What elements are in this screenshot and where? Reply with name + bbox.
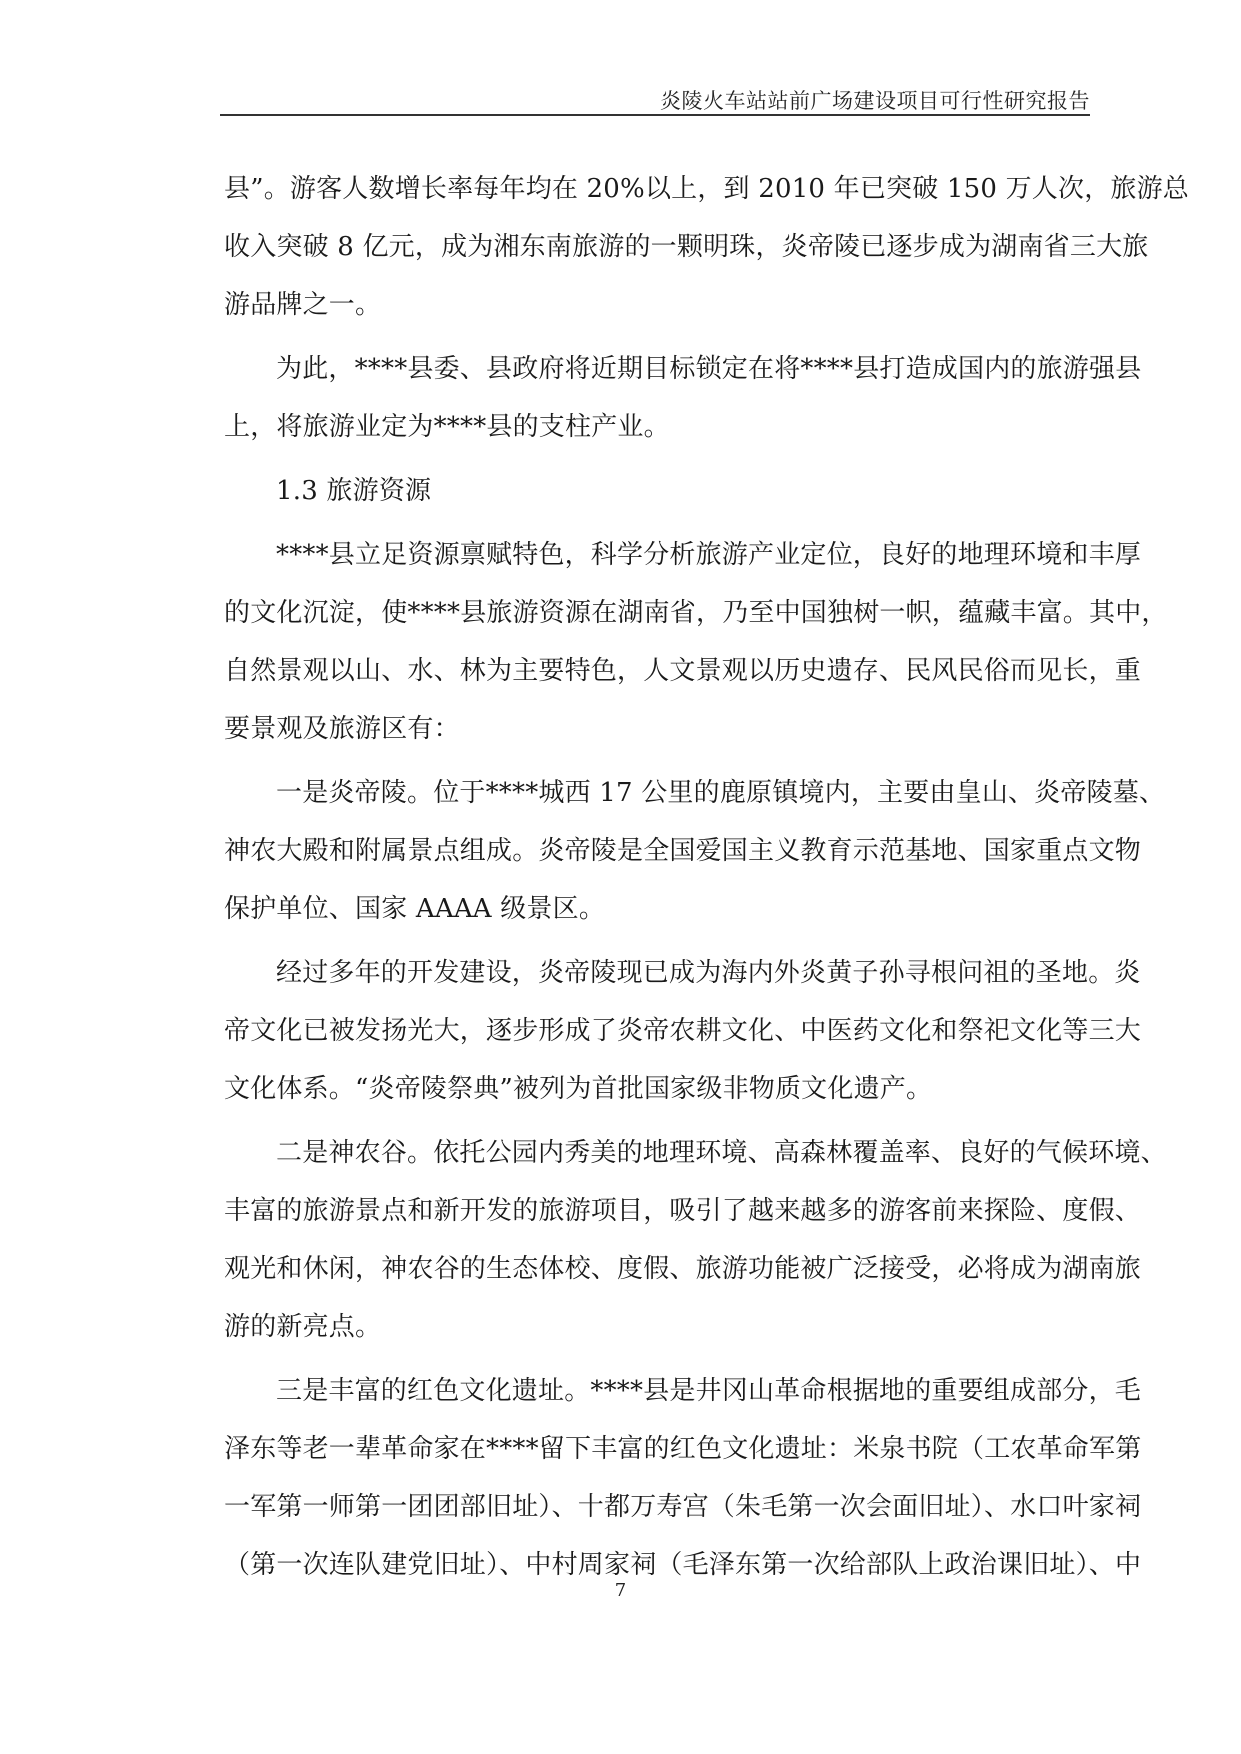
text-line: 泽东等老一辈革命家在****留下丰富的红色文化遗址：米泉书院（工农革命军第 [224,1434,1142,1464]
text-line: （第一次连队建党旧址）、中村周家祠（毛泽东第一次给部队上政治课旧址）、中 [224,1550,1142,1580]
text-line: 帝文化已被发扬光大，逐步形成了炎帝农耕文化、中医药文化和祭祀文化等三大 [224,1016,1142,1046]
text-line: 三是丰富的红色文化遗址。****县是井冈山革命根据地的重要组成部分，毛 [276,1376,1142,1406]
text-line: 一军第一师第一团团部旧址）、十都万寿宫（朱毛第一次会面旧址）、水口叶家祠 [224,1492,1142,1522]
section-heading: 1.3 旅游资源 [276,476,432,506]
body-text [224,160,1189,1594]
text-line: 观光和休闲，神农谷的生态体校、度假、旅游功能被广泛接受，必将成为湖南旅 [224,1254,1142,1284]
text-line: 二是神农谷。依托公园内秀美的地理环境、高森林覆盖率、良好的气候环境、 [276,1138,1167,1168]
text-line: 县”。游客人数增长率每年均在 20%以上，到 2010 年已突破 150 万人次，旅游总 [224,174,1189,204]
text-line: 收入突破 8 亿元，成为湘东南旅游的一颗明珠，炎帝陵已逐步成为湖南省三大旅 [224,232,1149,262]
text-line: 游品牌之一。 [224,290,382,320]
page-number: 7 [614,1580,627,1601]
text-line: 一是炎帝陵。位于****城西 17 公里的鹿原镇境内，主要由皇山、炎帝陵墓、 [276,778,1166,808]
text-line: 保护单位、国家 AAAA 级景区。 [224,894,606,924]
text-line: 经过多年的开发建设，炎帝陵现已成为海内外炎黄子孙寻根问祖的圣地。炎 [276,958,1141,988]
text-line: 神农大殿和附属景点组成。炎帝陵是全国爱国主义教育示范基地、国家重点文物 [224,836,1142,866]
text-line: 文化体系。“炎帝陵祭典”被列为首批国家级非物质文化遗产。 [224,1074,933,1104]
text-line: 游的新亮点。 [224,1312,382,1342]
text-line: 为此，****县委、县政府将近期目标锁定在将****县打造成国内的旅游强县 [276,354,1142,384]
header-rule [220,114,1090,116]
text-line: ****县立足资源禀赋特色，科学分析旅游产业定位，良好的地理环境和丰厚 [276,540,1142,570]
text-line: 自然景观以山、水、林为主要特色，人文景观以历史遗存、民风民俗而见长，重 [224,656,1142,686]
text-line: 上，将旅游业定为****县的支柱产业。 [224,412,670,442]
text-line: 的文化沉淀，使****县旅游资源在湖南省，乃至中国独树一帜，蕴藏丰富。其中， [224,598,1168,628]
text-line: 要景观及旅游区有： [224,714,460,744]
text-line: 丰富的旅游景点和新开发的旅游项目，吸引了越来越多的游客前来探险、度假、 [224,1196,1142,1226]
running-header: 炎陵火车站站前广场建设项目可行性研究报告 [660,89,1090,113]
